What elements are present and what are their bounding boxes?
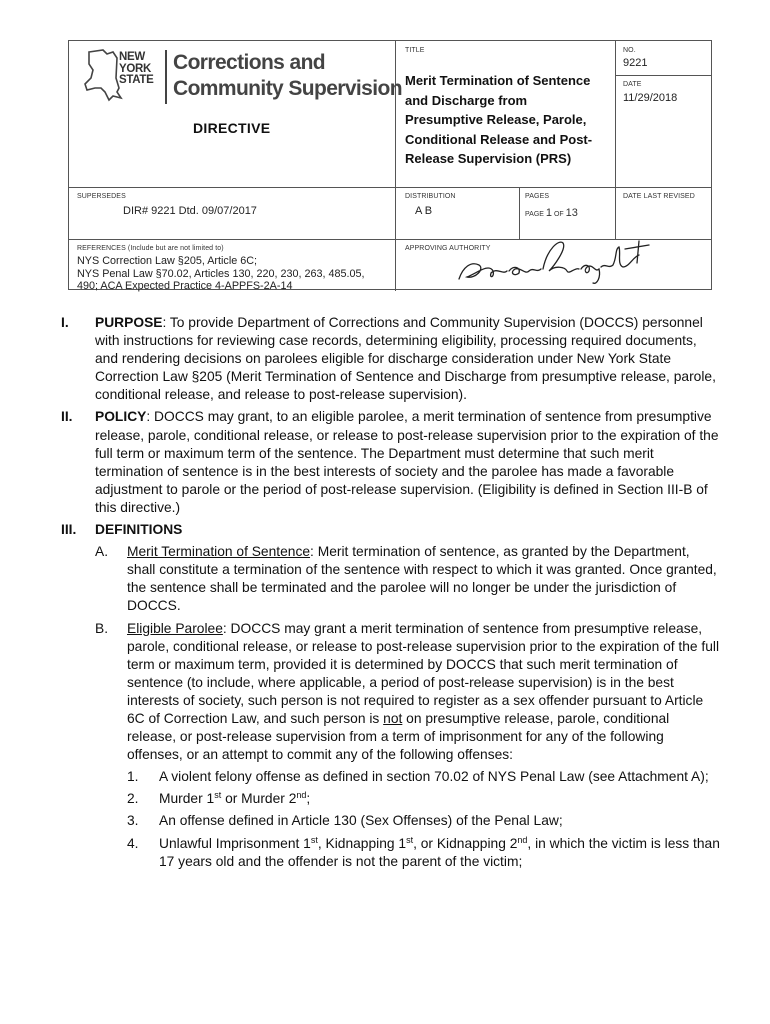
section-number: III. [61,522,77,538]
offense-item [0,835,770,871]
item-text: Murder 1 [159,791,215,807]
item-number: 3. [127,813,139,829]
distribution-value: A B [415,205,433,217]
page-prefix: PAGE [525,211,544,218]
ordinal-suffix: nd [517,834,528,845]
directive-header-table [68,40,712,290]
logo-state-text [119,52,154,87]
supersedes-label: SUPERSEDES [77,193,126,200]
page-total: 13 [565,207,578,219]
ordinal-suffix: st [406,834,414,845]
references-label-text: REFERENCES (Include but are not limited to) [77,245,224,252]
definition-number: B. [95,620,109,636]
item-text: An offense defined in Article 130 (Sex Offenses) of the Penal Law; [159,813,563,829]
definition-number: A. [95,544,109,560]
references-label [77,245,224,252]
section-purpose [0,314,770,404]
definition-text: on presumptive release, parole, conditional release, or post-release supervision from a term of imprisonment for any of the following offenses, or an attempt to commit any of the following offenses: [127,710,670,763]
title-label: TITLE [405,47,425,54]
reference-line: NYS Penal Law §70.02, Articles 130, 220, 230, 263, 485.05, [77,267,365,280]
offense-item [0,812,770,830]
page-count [525,207,578,219]
item-text: , Kidnapping 1 [317,835,407,851]
distribution-label: DISTRIBUTION [405,193,456,200]
divider [615,75,712,76]
title-line: Conditional Release and Post- [405,131,593,147]
section-heading: PURPOSE [95,315,163,330]
section-definitions [0,521,770,539]
section-heading: POLICY [95,409,147,425]
new-york-state-map-icon [83,48,123,104]
definition-term: Eligible Parolee [127,620,223,636]
page-current: 1 [545,207,553,219]
item-number: 2. [127,791,139,807]
definition-term: Merit Termination of Sentence [127,544,311,560]
no-label: NO. [623,47,636,54]
item-text: or Murder 2 [221,791,297,807]
definition-a [0,543,770,615]
ordinal-suffix: st [214,790,222,801]
logo-agency-name [173,50,402,102]
title-line: Presumptive Release, Parole, [405,112,587,127]
definition-text: : Merit termination of sentence, as granted by the Department, shall constitute a termination of the sentence with respect to which it was granted. Once granted, the sentence shall be terminated and the parolee will no longer be under the jurisdiction of DOCCS. [127,544,717,614]
directive-date: 11/29/2018 [623,92,678,104]
section-number: I. [61,315,69,330]
section-heading: DEFINITIONS [95,522,183,538]
pages-label: PAGES [525,193,550,200]
page-of: OF [553,211,564,218]
date-label: DATE [623,81,642,88]
item-number: 1. [127,769,139,785]
section-text: : DOCCS may grant, to an eligible parolee, a merit termination of sentence from presumptive release, parole, conditional release, or release to post-release supervision prior to the expiration of the full term or maximum term of the sentence. The Department must determine that such merit termination of sentence is in the best interests of society and the parolee has made a favorable adjustment to parole or the period of post-release supervision. (Eligibility is defined in Section III-B of this directive.) [95,409,719,515]
section-text: : To provide Department of Corrections and Community Supervision (DOCCS) personnel with instructions for reviewing case records, determining eligibility, processing required documents, and rendering decisions on parolees eligible for discharge consideration under New York State Correction Law §205 (Merit Termination of Sentence and Discharge from presumptive release, parole, conditional release, and release to post-release supervision). [95,315,716,403]
definition-text: : DOCCS may grant a merit termination of sentence from presumptive release, parole, conditional release, or release to post-release supervision prior to the expiration of the full term or maximum term, provided it is determined by DOCCS that such merit termination of sentence (to include, where applicable, a period of post-release supervision) is in the best interests of society, such person is not required to register as a sex offender pursuant to Article 6C of Correction Law, and such person is [127,620,720,726]
item-text: , in which the victim is less than 17 years old and the offender is not the parent of the victim; [159,835,720,869]
directive-number: 9221 [623,57,648,69]
title-line: Merit Termination of Sentence [405,73,591,88]
reference-line: 490; ACA Expected Practice 4-APPFS-2A-14 [77,280,293,292]
definition-b [0,620,770,765]
item-text: A violent felony offense as defined in section 70.02 of NYS Penal Law (see Attachment A); [159,769,709,785]
directive-body [0,314,770,871]
references-list [77,255,389,293]
directive-title [405,71,611,169]
ordinal-suffix: nd [296,790,307,801]
logo-agency-line: Corrections and [173,51,326,74]
logo-state-line: STATE [119,74,154,86]
date-last-revised-label: DATE LAST REVISED [623,193,695,200]
item-text: Unlawful Imprisonment 1 [159,835,311,851]
offense-item [0,768,770,786]
reference-line: NYS Correction Law §205, Article 6C; [77,255,258,267]
title-line: and Discharge from [405,92,528,108]
agency-logo [83,48,402,106]
definition-emphasis: not [383,710,403,726]
supersedes-value: DIR# 9221 Dtd. 09/07/2017 [123,205,257,217]
section-number: II. [61,409,73,425]
section-policy [0,408,770,517]
signature-image [449,227,669,289]
item-text: , or Kidnapping 2 [413,835,518,851]
doc-type: DIRECTIVE [193,120,271,136]
item-text: ; [306,791,311,807]
approving-authority-label: APPROVING AUTHORITY [405,245,491,252]
divider [69,187,712,188]
ordinal-suffix: st [310,834,318,845]
item-number: 4. [127,835,139,851]
offense-item [0,790,770,808]
logo-state-line: YORK [119,62,152,75]
divider [615,41,616,239]
title-line: Release Supervision (PRS) [405,151,572,166]
logo-separator [165,50,167,104]
logo-agency-line: Community Supervision [173,77,402,100]
logo-state-line: NEW [119,51,145,63]
